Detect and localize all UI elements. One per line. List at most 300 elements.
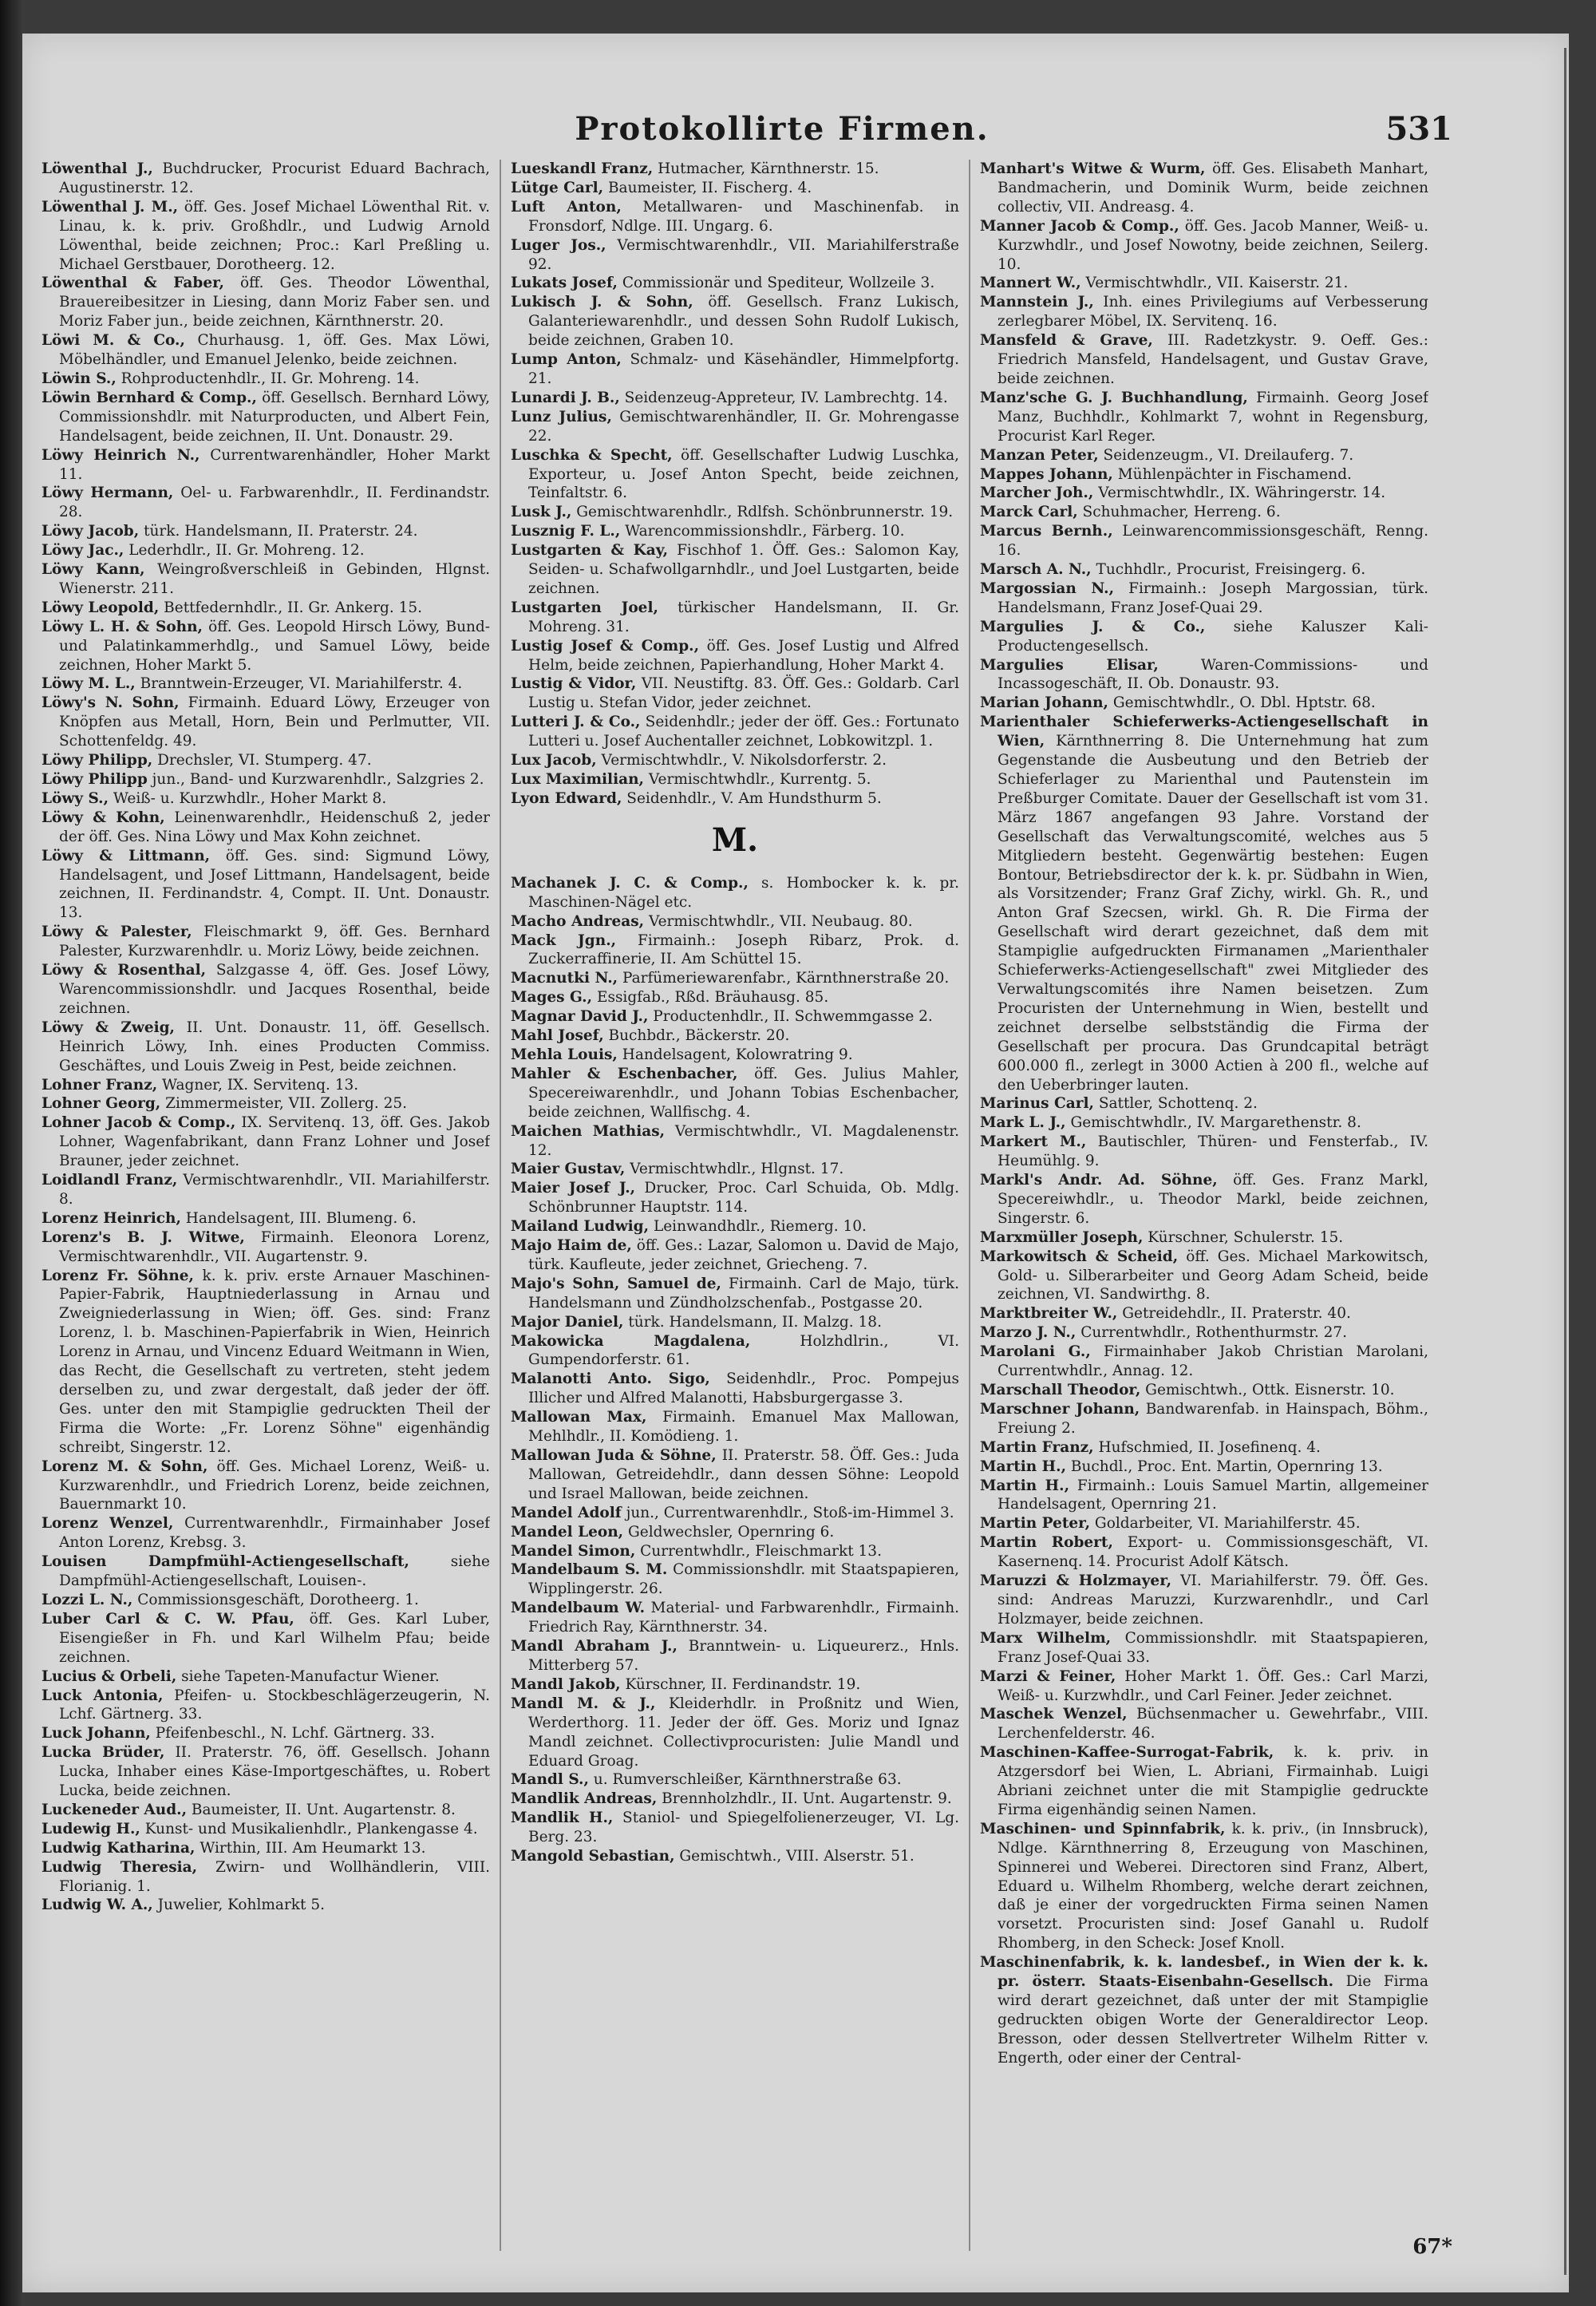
firm-details: siehe Kaluszer Kali-Productengesellsch. — [998, 618, 1428, 655]
firm-name: Löwin Bernhard & Comp., — [41, 389, 257, 406]
firm-name: Marcher Joh., — [980, 485, 1094, 502]
directory-entry — [511, 1523, 959, 1542]
firm-name: Lustgarten & Kay, — [511, 542, 669, 560]
firm-details: Firmainh. Carl de Majo, türk. Handelsmann und Zündholzschenfab., Postgasse 20. — [528, 1275, 959, 1311]
firm-name: Mandl Abraham J., — [511, 1638, 678, 1655]
firm-details: Firmainhaber Jakob Christian Marolani, Currentwhdlr., Annag. 12. — [998, 1343, 1428, 1380]
directory-entry — [41, 446, 490, 485]
directory-entry — [41, 694, 490, 751]
firm-details: Firmainh.: Louis Samuel Martin, allgemeiner Handelsagent, Opernring 21. — [998, 1477, 1428, 1513]
directory-entry — [980, 1705, 1428, 1743]
firm-details: Buchdl., Proc. Ent. Martin, Opernring 13. — [1066, 1458, 1383, 1475]
directory-column-left — [41, 160, 490, 2251]
firm-name: Marolani G., — [980, 1343, 1091, 1361]
directory-entry — [980, 1228, 1428, 1248]
firm-details: siehe Tapeten-Manufactur Wiener. — [176, 1667, 440, 1685]
firm-details: Currentwhdlr., Fleischmarkt 13. — [635, 1542, 882, 1560]
directory-entry — [41, 541, 490, 560]
firm-name: Mandl Jakob, — [511, 1675, 621, 1693]
firm-details: Hufschmied, II. Josefinenq. 4. — [1093, 1438, 1321, 1456]
directory-entry — [41, 522, 490, 541]
directory-entry — [511, 293, 959, 350]
firm-name: Manz'sche G. J. Buchhandlung, — [980, 389, 1248, 406]
firm-name: Luber Carl & C. W. Pfau, — [41, 1610, 294, 1628]
directory-entry — [41, 1094, 490, 1113]
firm-details: Seidenzeugm., VI. Dreilauferg. 7. — [1098, 446, 1354, 464]
directory-entry — [41, 1820, 490, 1839]
firm-name: Löwenthal J. M., — [41, 198, 179, 216]
firm-details: jun., Band- und Kurzwarenhdlr., Salzgries 2. — [147, 771, 484, 788]
firm-name: Löwy M. L., — [41, 675, 136, 693]
firm-details: Kürschner, Schulerstr. 15. — [1143, 1228, 1344, 1246]
firm-details: öff. Ges. Elisabeth Manhart, Bandmacherin, und Dominik Wurm, beide zeichnen collectiv, VII. Andreasg. 4. — [998, 160, 1428, 216]
entries-m-section — [511, 874, 959, 1866]
directory-entry — [511, 1313, 959, 1332]
firm-details: Firmainh.: Joseph Ribarz, Prok. d. Zuckerraffinerie, II. Am Schüttel 15. — [528, 931, 959, 968]
directory-entry — [511, 1122, 959, 1161]
firm-name: Ludwig Katharina, — [41, 1839, 196, 1857]
firm-details: öff. Ges. Jacob Manner, Weiß- u. Kurzwhdlr., und Josef Nowotny, beide zeichnen, Seilerg. 10. — [998, 217, 1428, 273]
firm-name: Mallowan Juda & Söhne, — [511, 1447, 717, 1464]
firm-name: Luck Johann, — [41, 1725, 151, 1742]
firm-details: türkischer Handelsmann, II. Gr. Mohreng. 31. — [528, 599, 959, 635]
firm-details: öff. Ges. sind: Sigmund Löwy, Handelsagent, und Josef Littmann, Handelsagent, beide zeichnen, II. Ferdinandstr. 4, Compt. II. Unt. Donaustr. 13. — [59, 847, 490, 922]
directory-entry — [41, 1743, 490, 1801]
directory-entry — [41, 674, 490, 694]
firm-name: Mandlik H., — [511, 1810, 614, 1827]
firm-details: Leinwarencommissionsgeschäft, Renng. 16. — [998, 523, 1428, 560]
directory-entry — [980, 694, 1428, 713]
directory-entry — [980, 1477, 1428, 1515]
firm-details: Firmainh. Eleonora Lorenz, Vermischtwarenhdlr., VII. Augartenstr. 9. — [59, 1228, 490, 1265]
firm-name: Maier Josef J., — [511, 1180, 636, 1197]
firm-name: Maichen Mathias, — [511, 1122, 666, 1140]
directory-entry — [980, 1094, 1428, 1113]
directory-entry — [511, 789, 959, 809]
firm-name: Luckeneder Aud., — [41, 1801, 188, 1818]
firm-name: Löwy Hermann, — [41, 485, 174, 502]
directory-entry — [41, 599, 490, 618]
firm-name: Maschek Wenzel, — [980, 1706, 1128, 1723]
firm-details: öff. Gesellsch. Franz Lukisch, Galanteriewarenhdlr., und dessen Sohn Rudolf Lukisch, beide zeichnen, Graben 10. — [528, 294, 959, 350]
firm-details: Commissionär und Spediteur, Wollzeile 3. — [617, 275, 935, 292]
firm-details: Vermischtwhdlr., Kurrentg. 5. — [644, 771, 871, 788]
directory-entry — [41, 370, 490, 389]
firm-name: Lucka Brüder, — [41, 1744, 165, 1762]
firm-details: k. k. priv., (in Innsbruck), Ndlge. Kärnthnerring 8, Erzeugung von Maschinen, Spinnerei und Weberei. Directoren sind Franz, Albert, Eduard u. Wilhelm Rhomberg, welche derart zeichnen, daß je einer der vorgedruckten Firma seinen Namen vorsetzt. Procuristen sind: Josef Ganahl u. Rudolf Rhomberg, in den Scheck: Josef Knoll. — [998, 1820, 1428, 1952]
firm-name: Marktbreiter W., — [980, 1305, 1118, 1323]
directory-entry — [980, 1572, 1428, 1629]
firm-details: Currentwarenhändler, Hoher Markt 11. — [59, 446, 490, 483]
firm-name: Mannstein J., — [980, 294, 1094, 311]
firm-details: Lederhdlr., II. Gr. Mohreng. 12. — [124, 542, 365, 560]
firm-name: Mark L. J., — [980, 1114, 1066, 1132]
firm-name: Lorenz M. & Sohn, — [41, 1458, 208, 1475]
firm-details: Wagner, IX. Servitenq. 13. — [157, 1076, 359, 1094]
firm-details: Handelsagent, Kolowratring 9. — [617, 1046, 853, 1063]
firm-details: k. k. priv. in Atzgersdorf bei Wien, L. Abriani, Firmainhab. Luigi Abriani zeichnet unter die mit Stampiglie gedruckte Firma eigenhändig seinen Namen. — [998, 1744, 1428, 1818]
firm-details: Geldwechsler, Opernring 6. — [623, 1523, 835, 1541]
firm-name: Maschinen- und Spinnfabrik, — [980, 1820, 1226, 1837]
directory-entry — [511, 1026, 959, 1046]
directory-entry — [980, 484, 1428, 503]
firm-name: Lusznig F. L., — [511, 523, 621, 540]
firm-details: Waren-Commissions- und Incassogeschäft, II. Ob. Donaustr. 93. — [998, 656, 1428, 693]
firm-details: Branntwein- u. Liqueurerz., Hnls. Mitterberg 57. — [528, 1638, 959, 1674]
firm-details: öff. Ges. Theodor Löwenthal, Brauereibesitzer in Liesing, dann Moriz Faber sen. und Moriz Faber jun., beide zeichnen, Kärnthnerstr. 20. — [59, 275, 490, 330]
page-title: Protokollirte Firmen. — [575, 110, 990, 148]
firm-details: jun., Currentwarenhdlr., Stoß-im-Himmel 3. — [621, 1504, 954, 1521]
firm-details: türk. Handelsmann, II. Malzg. 18. — [623, 1313, 882, 1331]
directory-entry — [980, 522, 1428, 560]
directory-entry — [41, 198, 490, 275]
firm-details: Mühlenpächter in Fischamend. — [1112, 465, 1352, 483]
directory-entry — [511, 969, 959, 988]
firm-details: Bandwarenfab. in Hainspach, Böhm., Freiung 2. — [998, 1400, 1428, 1437]
firm-name: Löwy Jac., — [41, 542, 124, 560]
firm-name: Lump Anton, — [511, 351, 622, 369]
firm-name: Luft Anton, — [511, 198, 622, 216]
directory-entry — [980, 1438, 1428, 1458]
directory-entry — [511, 1046, 959, 1065]
directory-entry — [511, 637, 959, 675]
firm-details: Firmainh. Eduard Löwy, Erzeuger von Knöpfen aus Metall, Horn, Bein und Perlmutter, VII. Schottenfeldg. 49. — [59, 694, 490, 750]
directory-entry — [41, 770, 490, 789]
directory-entry — [511, 236, 959, 275]
firm-details: öff. Ges. Michael Markowitsch, Gold- u. Silberarbeiter und Georg Adam Scheid, beide zeichnen, VI. Sandwirthg. 8. — [998, 1248, 1428, 1303]
firm-name: Löwy S., — [41, 789, 109, 807]
directory-entry — [41, 1839, 490, 1858]
firm-name: Mangold Sebastian, — [511, 1848, 675, 1865]
firm-name: Maschinenfabrik, k. k. landesbef., in Wien der k. k. pr. österr. Staats-Eisenbahn-Gesellsch. — [980, 1954, 1428, 1991]
firm-name: Löwy & Rosenthal, — [41, 962, 207, 979]
directory-entry — [41, 1514, 490, 1552]
firm-name: Manner Jacob & Comp., — [980, 217, 1179, 235]
firm-name: Mack Jgn., — [511, 931, 617, 949]
firm-details: Rohproductenhdlr., II. Gr. Mohreng. 14. — [116, 370, 420, 387]
directory-entry — [980, 1667, 1428, 1706]
firm-details: s. Hombocker k. k. pr. Maschinen-Nägel etc. — [528, 874, 959, 911]
firm-name: Mandl S., — [511, 1771, 589, 1789]
firm-name: Lunz Julius, — [511, 408, 612, 425]
firm-details: Gemischtwarenhdlr., Rdlfsh. Schönbrunnerstr. 19. — [571, 504, 954, 521]
firm-details: Seidenhdlr., Proc. Pompejus Illicher und Alfred Malanotti, Habsburgergasse 3. — [528, 1371, 959, 1407]
firm-name: Manhart's Witwe & Wurm, — [980, 160, 1206, 177]
directory-entry — [41, 274, 490, 331]
firm-details: Büchsenmacher u. Gewehrfabr., VIII. Lerchenfelderstr. 46. — [998, 1706, 1428, 1742]
firm-details: Seidenzeug-Appreteur, IV. Lambrechtg. 14. — [619, 389, 948, 406]
firm-name: Mandel Simon, — [511, 1542, 636, 1560]
firm-details: Pfeifen- u. Stockbeschlägerzeugerin, N. Lchf. Gärtnerg. 33. — [59, 1687, 490, 1723]
directory-entry — [980, 1629, 1428, 1667]
firm-details: Gemischtwarenhändler, II. Gr. Mohrengasse 22. — [528, 408, 959, 445]
firm-name: Martin Franz, — [980, 1438, 1094, 1456]
firm-details: Material- und Farbwarenhdlr., Firmainh. Friedrich Ray, Kärnthnerstr. 34. — [528, 1600, 959, 1636]
firm-name: Lunardi J. B., — [511, 389, 620, 406]
firm-name: Mappes Johann, — [980, 465, 1113, 483]
firm-details: Essigfab., Rßd. Bräuhausg. 85. — [592, 989, 829, 1007]
directory-entry — [980, 1400, 1428, 1438]
firm-details: Firmainh. Georg Josef Manz, Buchhdlr., Kohlmarkt 7, wohnt in Regensburg, Procurist Karl Reger. — [998, 389, 1428, 445]
firm-name: Malanotti Anto. Sigo, — [511, 1371, 710, 1388]
directory-entry — [511, 599, 959, 637]
firm-name: Löwi M. & Co., — [41, 332, 185, 350]
firm-name: Lux Jacob, — [511, 752, 597, 769]
firm-details: Kürschner, II. Ferdinandstr. 19. — [620, 1675, 861, 1693]
firm-details: Kunst- und Musikalienhdlr., Plankengasse 4. — [140, 1820, 478, 1837]
firm-details: Oel- u. Farbwarenhdlr., II. Ferdinandstr. 28. — [59, 485, 490, 521]
firm-details: siehe Dampfmühl-Actiengesellschaft, Louisen-. — [59, 1553, 490, 1590]
directory-entry — [511, 1809, 959, 1847]
directory-entry — [511, 1504, 959, 1523]
directory-entry — [980, 656, 1428, 694]
firm-name: Marinus Carl, — [980, 1095, 1094, 1113]
firm-details: öff. Ges. Michael Lorenz, Weiß- u. Kurzwarenhdlr., und Friedrich Lorenz, beide zeichnen, Bauernmarkt 10. — [59, 1458, 490, 1513]
directory-entry — [511, 1599, 959, 1637]
firm-details: Metallwaren- und Maschinenfab. in Fronsdorf, Ndlge. III. Ungarg. 6. — [528, 198, 959, 235]
directory-entry — [980, 1304, 1428, 1323]
firm-details: Vermischtwarenhdlr., VII. Mariahilferstraße 92. — [528, 236, 959, 273]
firm-details: öff. Ges. Leopold Hirsch Löwy, Bund- und Palatinkammerhdlg., und Samuel Löwy, beide zeichnen, Hoher Markt 5. — [59, 618, 490, 674]
firm-name: Ludewig H., — [41, 1820, 140, 1837]
firm-name: Manzan Peter, — [980, 446, 1099, 464]
firm-name: Margulies Elisar, — [980, 656, 1159, 674]
firm-details: öff. Ges. Franz Markl, Specereiwhdlr., u. Theodor Markl, beide zeichnen, Singerstr. 6. — [998, 1172, 1428, 1227]
directory-entry — [511, 1637, 959, 1675]
firm-details: öff. Ges.: Lazar, Salomon u. David de Majo, türk. Kaufleute, jeder zeichnet, Griecheng. 7. — [528, 1237, 959, 1273]
directory-entry — [511, 751, 959, 770]
directory-entry — [41, 1591, 490, 1610]
directory-entry — [980, 274, 1428, 293]
firm-name: Mallowan Max, — [511, 1409, 647, 1426]
directory-entry — [41, 1801, 490, 1820]
firm-details: Vermischtwhdlr., IX. Währingerstr. 14. — [1093, 485, 1386, 502]
signature-mark: 67* — [1412, 2235, 1452, 2259]
directory-entry — [41, 331, 490, 370]
firm-details: Weingroßverschleiß in Gebinden, Hlgnst. Wienerstr. 211. — [59, 561, 490, 597]
firm-details: Vermischtwhdlr., VII. Kaiserstr. 21. — [1080, 275, 1349, 292]
firm-name: Markert M., — [980, 1133, 1087, 1151]
directory-entry — [511, 274, 959, 293]
firm-details: VI. Mariahilferstr. 79. Öff. Ges. sind: Andreas Maruzzi, Kurzwarenhdlr., und Carl Holzmayer, beide zeichnen. — [998, 1572, 1428, 1628]
firm-details: k. k. priv. erste Arnauer Maschinen-Papier-Fabrik, Hauptniederlassung in Arnau und Zweigniederlassung in Wien; öff. Ges. sind: Franz Lorenz, l. b. Maschinen-Papierfabrik in Wien, Heinrich Lorenz in Arnau, und Vincenz Eduard Weitmann in Wien, das Recht, die Gesellschaft zu vertreten, steht jedem derselben zu, und zwar dergestalt, daß jeder der öff. Ges. unter den mit Stampiglie gedruckten Theil der Firma die Worte: „Fr. Lorenz Söhne" eigenhändig schreibt, Singerstr. 12. — [59, 1267, 490, 1456]
directory-entry — [511, 1065, 959, 1122]
firm-details: Vermischtwhdlr., Hlgnst. 17. — [625, 1161, 844, 1178]
firm-name: Martin Peter, — [980, 1515, 1091, 1533]
firm-details: Firmainh.: Joseph Margossian, türk. Handelsmann, Franz Josef-Quai 29. — [998, 579, 1428, 616]
directory-entry — [41, 1667, 490, 1687]
directory-entry — [511, 1790, 959, 1809]
firm-name: Marxmüller Joseph, — [980, 1228, 1144, 1246]
firm-name: Lorenz's B. J. Witwe, — [41, 1228, 245, 1246]
directory-entry — [511, 389, 959, 408]
firm-name: Majo Haim de, — [511, 1237, 632, 1255]
directory-entry — [980, 331, 1428, 389]
firm-name: Lustig & Vidor, — [511, 675, 637, 693]
column-divider — [500, 160, 501, 2251]
entries-l-section — [511, 160, 959, 809]
firm-details: Currentwarenhdlr., Firmainhaber Josef Anton Lorenz, Krebsg. 3. — [59, 1515, 490, 1552]
directory-entry — [511, 503, 959, 522]
firm-details: IX. Servitenq. 13, öff. Ges. Jakob Lohner, Wagenfabrikant, dann Franz Lohner und Josef Brauner, jeder zeichnet. — [59, 1114, 490, 1170]
firm-details: Commissionshdlr. mit Staatspapieren, Franz Josef-Quai 33. — [998, 1629, 1428, 1666]
directory-entry — [41, 1076, 490, 1095]
firm-name: Löwy Leopold, — [41, 599, 160, 616]
firm-name: Lohner Franz, — [41, 1076, 158, 1094]
firm-details: Vermischtwhdlr., V. Nikolsdorferstr. 2. — [596, 752, 887, 769]
directory-entry — [980, 1113, 1428, 1133]
directory-entry — [980, 446, 1428, 465]
directory-entry — [511, 1007, 959, 1026]
directory-entry — [41, 847, 490, 924]
directory-entry — [980, 1171, 1428, 1228]
firm-name: Makowicka Magdalena, — [511, 1332, 751, 1350]
firm-details: Gemischtwh., VIII. Alserstr. 51. — [674, 1848, 915, 1865]
firm-details: Hutmacher, Kärnthnerstr. 15. — [653, 160, 879, 177]
firm-details: Kärnthnerring 8. Die Unternehmung hat zum Gegenstande die Ausbeutung und den Betrieb der Schieferlager zu Marienthal und Pautenstein im Preßburger Comitate. Dauer der Gesellschaft ist vom 31. März 1867 angefangen 93 Jahre. Vorstand der Gesellschaft das Verwaltungscomité, welches aus 5 Mitgliedern besteht. Gegenwärtig bestehen: Eugen Bontour, Betriebsdirector der k. k. pr. Südbahn in Wien, als Vorsitzender; Franz Graf Zichy, wirkl. Gh. R., und Anton Graf Szecsen, wirkl. Gh. R. Die Firma der Gesellschaft wird derart gezeichnet, daß dem mit Stampiglie aufgedruckten Firmanamen „Marienthaler Schieferwerks-Actiengesellschaft" zwei Mitglieder des Verwaltungscomités ihre Namen beisetzen. Zum Procuristen der Unternehmung in Wien, bestellt und zeichnet derselbe selbstständig die Firma der Gesellschaft per procura. Das Grundcapital beträgt 600.000 fl., zerlegt in 3000 Actien à 200 fl., welche auf den Ueberbringer lauten. — [998, 733, 1428, 1094]
firm-details: Weiß- u. Kurzwhdlr., Hoher Markt 8. — [109, 789, 387, 807]
directory-entry — [511, 1217, 959, 1236]
firm-details: Staniol- und Spiegelfolienerzeuger, VI. Lg. Berg. 23. — [528, 1810, 959, 1846]
firm-name: Lohner Georg, — [41, 1095, 161, 1113]
firm-name: Löwy & Kohn, — [41, 809, 165, 826]
firm-details: Bettfedernhdlr., II. Gr. Ankerg. 15. — [159, 599, 423, 616]
firm-details: Buchbdr., Bäckerstr. 20. — [603, 1027, 790, 1045]
firm-details: öff. Ges. Karl Luber, Eisengießer in Fh. und Karl Wilhelm Pfau; beide zeichnen. — [59, 1610, 490, 1666]
firm-name: Marschall Theodor, — [980, 1382, 1141, 1398]
directory-entry — [511, 1179, 959, 1217]
directory-entry — [511, 1695, 959, 1771]
directory-entry — [980, 1381, 1428, 1400]
firm-name: Lutteri J. & Co., — [511, 714, 641, 731]
firm-details: Getreidehdlr., II. Praterstr. 40. — [1117, 1305, 1351, 1323]
directory-entry — [41, 1019, 490, 1076]
firm-name: Löwy Kann, — [41, 561, 145, 579]
firm-name: Majo's Sohn, Samuel de, — [511, 1275, 721, 1292]
firm-name: Macnutki N., — [511, 970, 618, 987]
firm-name: Lozzi L. N., — [41, 1591, 133, 1608]
firm-details: Gemischtwhdlr., O. Dbl. Hptstr. 68. — [1108, 694, 1376, 712]
firm-name: Marcus Bernh., — [980, 523, 1113, 540]
firm-name: Ludwig W. A., — [41, 1897, 153, 1914]
firm-details: Die Firma wird derart gezeichnet, daß unter der mit Stampiglie gedruckten obigen Worte der Generaldirector Leop. Bresson, oder dessen Stellvertreter Wilhelm Ritter v. Engerth, oder einer der Central- — [998, 1973, 1428, 2067]
directory-entry — [41, 1896, 490, 1915]
firm-details: Vermischtwhdlr., VII. Neubaug. 80. — [644, 912, 913, 930]
firm-details: Seidenhdlr.; jeder der öff. Ges.: Fortunato Lutteri u. Josef Auchentaller zeichnet, Lobkowitzpl. 1. — [528, 714, 959, 750]
firm-name: Mahl Josef, — [511, 1027, 604, 1045]
directory-entry — [980, 160, 1428, 217]
firm-details: II. Praterstr. 76, öff. Gesellsch. Johann Lucka, Inhaber eines Käse-Importgeschäftes, u. Robert Lucka, beide zeichnen. — [59, 1744, 490, 1800]
directory-entry — [41, 1610, 490, 1667]
firm-details: öff. Ges. Josef Lustig und Alfred Helm, beide zeichnen, Papierhandlung, Hoher Markt 4. — [528, 637, 959, 674]
directory-entry — [980, 503, 1428, 522]
firm-details: Baumeister, II. Unt. Augartenstr. 8. — [187, 1801, 456, 1818]
page-number: 531 — [1385, 110, 1452, 148]
firm-name: Löwy Philipp — [41, 771, 148, 788]
directory-column-right — [980, 160, 1428, 2251]
directory-entry — [41, 751, 490, 770]
directory-entry — [980, 1533, 1428, 1572]
directory-entry — [980, 1323, 1428, 1343]
firm-name: Löwy Philipp, — [41, 752, 153, 769]
directory-entry — [511, 674, 959, 713]
firm-details: Baumeister, II. Fischerg. 4. — [603, 179, 812, 196]
firm-details: Commissionsgeschäft, Dorotheerg. 1. — [132, 1591, 419, 1608]
directory-entry — [511, 408, 959, 446]
directory-entry — [41, 923, 490, 961]
firm-name: Maschinen-Kaffee-Surrogat-Fabrik, — [980, 1744, 1274, 1762]
firm-details: Inh. eines Privilegiums auf Verbesserung zerlegbarer Möbel, IX. Servitenq. 16. — [998, 294, 1428, 330]
firm-details: Tuchhdlr., Procurist, Freisingerg. 6. — [1091, 561, 1366, 579]
directory-entry — [41, 560, 490, 599]
firm-details: Commissionshdlr. mit Staatspapieren, Wipplingerstr. 26. — [528, 1561, 959, 1598]
directory-entry — [41, 618, 490, 675]
firm-name: Maruzzi & Holzmayer, — [980, 1572, 1172, 1590]
directory-entry — [980, 618, 1428, 656]
directory-entry — [511, 770, 959, 789]
firm-name: Lorenz Heinrich, — [41, 1209, 181, 1227]
directory-entry — [511, 1370, 959, 1408]
firm-name: Margulies J. & Co., — [980, 618, 1206, 635]
firm-name: Lukats Josef, — [511, 275, 618, 292]
directory-entry — [41, 1228, 490, 1267]
firm-details: Kleiderhdlr. in Proßnitz und Wien, Werderthorg. 11. Jeder der öff. Ges. Moriz und Ignaz Mandl zeichnet. Collectivprocuristen: Julie Mandl und Eduard Groag. — [528, 1695, 959, 1770]
firm-details: Warencommissionshdlr., Färberg. 10. — [620, 523, 905, 540]
firm-name: Lucius & Orbeli, — [41, 1667, 177, 1685]
firm-details: Bautischler, Thüren- und Fensterfab., IV. Heumühlg. 9. — [998, 1133, 1428, 1170]
directory-entry — [511, 1236, 959, 1275]
firm-details: Hoher Markt 1. Öff. Ges.: Carl Marzi, Weiß- u. Kurzwhdlr., und Carl Feiner. Jeder zeichnet. — [998, 1667, 1428, 1704]
firm-name: Lux Maximilian, — [511, 771, 644, 788]
firm-details: Firmainh. Emanuel Max Mallowan, Mehlhdlr., II. Komödieng. 1. — [528, 1409, 959, 1446]
firm-name: Lustgarten Joel, — [511, 599, 658, 616]
firm-name: Machanek J. C. & Comp., — [511, 874, 749, 892]
firm-name: Marschner Johann, — [980, 1400, 1140, 1418]
directory-entry — [511, 541, 959, 599]
directory-entry — [41, 1724, 490, 1743]
firm-name: Lohner Jacob & Comp., — [41, 1114, 236, 1132]
firm-name: Maier Gustav, — [511, 1161, 626, 1178]
firm-name: Marzi & Feiner, — [980, 1667, 1116, 1685]
firm-name: Mansfeld & Grave, — [980, 332, 1153, 350]
firm-name: Löwy Heinrich N., — [41, 446, 200, 464]
firm-name: Marck Carl, — [980, 504, 1078, 521]
firm-details: Fischhof 1. Öff. Ges.: Salomon Kay, Seiden- u. Schafwollgarnhdlr., und Joel Lustgarten, beide zeichnen. — [528, 542, 959, 597]
firm-name: Löwenthal & Faber, — [41, 275, 224, 292]
firm-details: türk. Handelsmann, II. Praterstr. 24. — [139, 523, 418, 540]
firm-details: Handelsagent, III. Blumeng. 6. — [180, 1209, 417, 1227]
firm-name: Macho Andreas, — [511, 912, 645, 930]
firm-name: Löwin S., — [41, 370, 117, 387]
firm-name: Mailand Ludwig, — [511, 1218, 650, 1236]
firm-details: Gemischtwh., Ottk. Eisnerstr. 10. — [1140, 1382, 1395, 1398]
directory-entry — [511, 1275, 959, 1313]
firm-name: Markl's Andr. Ad. Söhne, — [980, 1172, 1218, 1189]
right-border-rule — [1564, 48, 1566, 2275]
firm-details: Productenhdlr., II. Schwemmgasse 2. — [648, 1008, 933, 1026]
firm-name: Lusk J., — [511, 504, 572, 521]
directory-entry — [41, 1858, 490, 1897]
directory-entry — [511, 1408, 959, 1446]
directory-entry — [41, 1171, 490, 1209]
firm-details: Parfümeriewarenfabr., Kärnthnerstraße 20. — [618, 970, 950, 987]
directory-entry — [511, 160, 959, 179]
firm-name: Loidlandl Franz, — [41, 1172, 178, 1189]
firm-name: Luck Antonia, — [41, 1687, 164, 1704]
book-spine-shadow — [0, 0, 24, 2306]
directory-entry — [511, 179, 959, 198]
firm-name: Marienthaler Schieferwerks-Actiengesellschaft in Wien, — [980, 714, 1428, 750]
